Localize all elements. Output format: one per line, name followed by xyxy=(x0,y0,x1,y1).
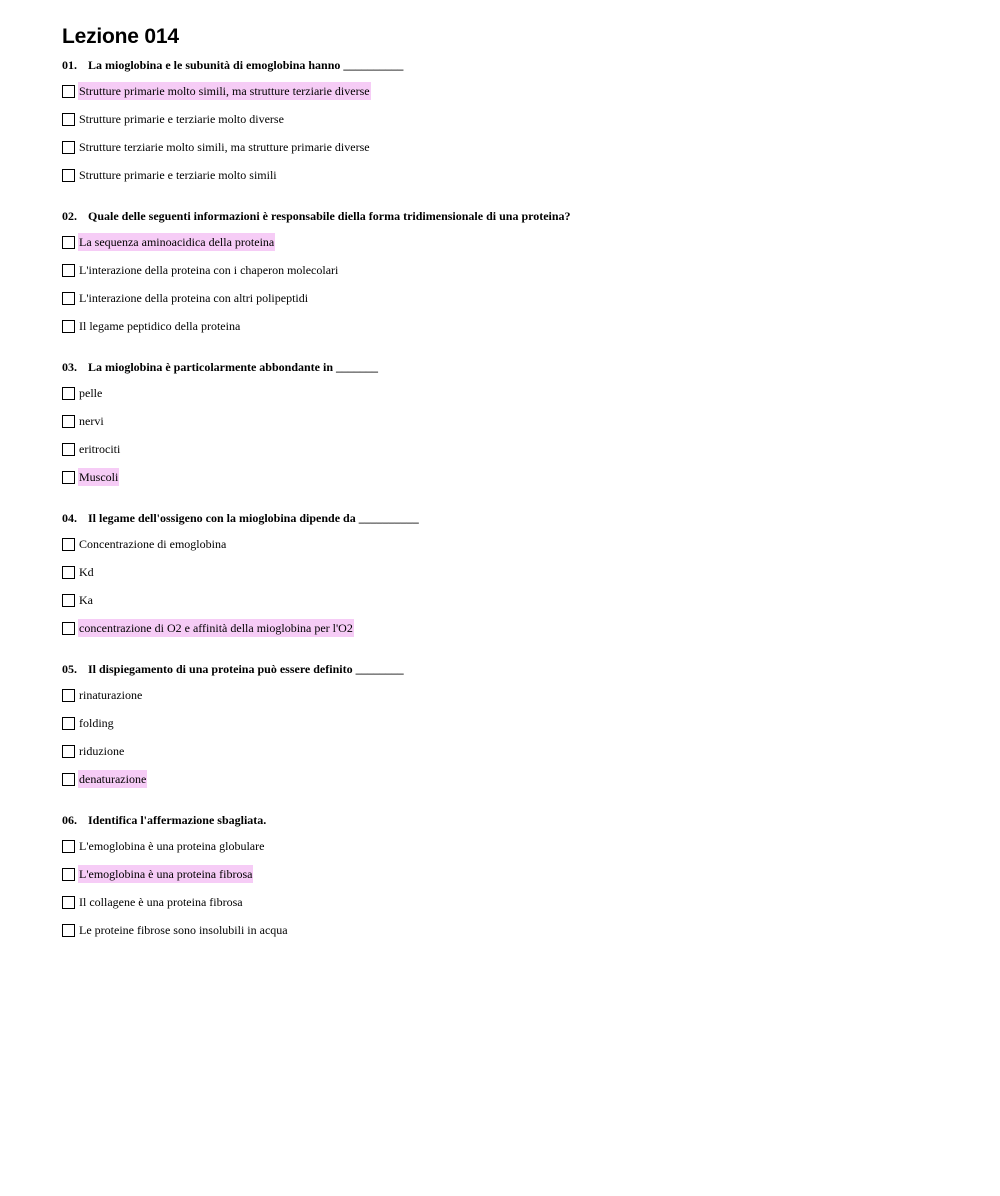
answer-option[interactable] xyxy=(62,765,962,793)
question-label: Il legame dell'ossigeno con la mioglobina dipende da __________ xyxy=(88,511,419,525)
question-label: La mioglobina e le subunità di emoglobina hanno __________ xyxy=(88,58,404,72)
checkbox-icon[interactable] xyxy=(62,320,75,333)
option-label: Strutture primarie e terziarie molto simili xyxy=(79,168,277,182)
answer-option[interactable] xyxy=(62,77,962,105)
question-number: 05. xyxy=(62,662,77,676)
checkbox-icon[interactable] xyxy=(62,415,75,428)
question-text xyxy=(62,57,962,73)
checkbox-icon[interactable] xyxy=(62,264,75,277)
checkbox-icon[interactable] xyxy=(62,169,75,182)
option-label: eritrociti xyxy=(79,442,121,456)
option-label: Strutture primarie molto simili, ma strutture terziarie diverse xyxy=(79,84,370,98)
question-label: La mioglobina è particolarmente abbondante in _______ xyxy=(88,360,379,374)
option-label: Le proteine fibrose sono insolubili in acqua xyxy=(79,923,288,937)
checkbox-icon[interactable] xyxy=(62,717,75,730)
checkbox-icon[interactable] xyxy=(62,471,75,484)
answer-option[interactable] xyxy=(62,284,962,312)
answer-option[interactable] xyxy=(62,916,962,944)
question-text xyxy=(62,510,962,526)
question-text xyxy=(62,812,962,828)
checkbox-icon[interactable] xyxy=(62,594,75,607)
answer-option[interactable] xyxy=(62,105,962,133)
option-label: Strutture primarie e terziarie molto diverse xyxy=(79,112,284,126)
checkbox-icon[interactable] xyxy=(62,745,75,758)
answer-option[interactable] xyxy=(62,161,962,189)
option-label: Concentrazione di emoglobina xyxy=(79,537,227,551)
answer-option[interactable] xyxy=(62,586,962,614)
option-label: folding xyxy=(79,716,114,730)
checkbox-icon[interactable] xyxy=(62,141,75,154)
answer-option[interactable] xyxy=(62,228,962,256)
answer-option[interactable] xyxy=(62,614,962,642)
checkbox-icon[interactable] xyxy=(62,622,75,635)
answer-option[interactable] xyxy=(62,435,962,463)
option-label: Kd xyxy=(79,565,94,579)
question-text xyxy=(62,359,962,375)
option-label: denaturazione xyxy=(79,772,147,786)
checkbox-icon[interactable] xyxy=(62,924,75,937)
checkbox-icon[interactable] xyxy=(62,773,75,786)
question-06 xyxy=(62,812,962,944)
answer-option[interactable] xyxy=(62,530,962,558)
option-label: Il collagene è una proteina fibrosa xyxy=(79,895,243,909)
option-label: Il legame peptidico della proteina xyxy=(79,319,241,333)
answer-option[interactable] xyxy=(62,888,962,916)
option-label: La sequenza aminoacidica della proteina xyxy=(79,235,275,249)
page-title: Lezione 014 xyxy=(62,25,179,48)
answer-option[interactable] xyxy=(62,312,962,340)
checkbox-icon[interactable] xyxy=(62,566,75,579)
answer-option[interactable] xyxy=(62,133,962,161)
question-label: Identifica l'affermazione sbagliata. xyxy=(88,813,267,827)
option-label: concentrazione di O2 e affinità della mioglobina per l'O2 xyxy=(79,621,353,635)
option-label: L'interazione della proteina con altri polipeptidi xyxy=(79,291,309,305)
checkbox-icon[interactable] xyxy=(62,85,75,98)
option-label: L'interazione della proteina con i chaperon molecolari xyxy=(79,263,339,277)
option-label: L'emoglobina è una proteina fibrosa xyxy=(79,867,253,881)
question-number: 02. xyxy=(62,209,77,223)
question-number: 04. xyxy=(62,511,77,525)
quiz-page xyxy=(62,22,962,963)
option-label: rinaturazione xyxy=(79,688,143,702)
question-text xyxy=(62,208,962,224)
question-04 xyxy=(62,510,962,642)
option-label: L'emoglobina è una proteina globulare xyxy=(79,839,265,853)
question-number: 06. xyxy=(62,813,77,827)
answer-option[interactable] xyxy=(62,463,962,491)
answer-option[interactable] xyxy=(62,737,962,765)
answer-option[interactable] xyxy=(62,832,962,860)
answer-option[interactable] xyxy=(62,256,962,284)
checkbox-icon[interactable] xyxy=(62,538,75,551)
question-01 xyxy=(62,57,962,189)
answer-option[interactable] xyxy=(62,558,962,586)
checkbox-icon[interactable] xyxy=(62,387,75,400)
option-label: Ka xyxy=(79,593,93,607)
answer-option[interactable] xyxy=(62,709,962,737)
checkbox-icon[interactable] xyxy=(62,443,75,456)
question-label: Quale delle seguenti informazioni è responsabile diella forma tridimensionale di una proteina? xyxy=(88,209,571,223)
checkbox-icon[interactable] xyxy=(62,896,75,909)
answer-option[interactable] xyxy=(62,681,962,709)
question-number: 03. xyxy=(62,360,77,374)
option-label: Muscoli xyxy=(79,470,119,484)
question-05 xyxy=(62,661,962,793)
checkbox-icon[interactable] xyxy=(62,840,75,853)
checkbox-icon[interactable] xyxy=(62,292,75,305)
option-label: nervi xyxy=(79,414,104,428)
question-label: Il dispiegamento di una proteina può essere definito ________ xyxy=(88,662,404,676)
option-label: pelle xyxy=(79,386,103,400)
checkbox-icon[interactable] xyxy=(62,236,75,249)
checkbox-icon[interactable] xyxy=(62,689,75,702)
answer-option[interactable] xyxy=(62,379,962,407)
question-03 xyxy=(62,359,962,491)
option-label: riduzione xyxy=(79,744,125,758)
question-number: 01. xyxy=(62,58,77,72)
checkbox-icon[interactable] xyxy=(62,868,75,881)
option-label: Strutture terziarie molto simili, ma strutture primarie diverse xyxy=(79,140,370,154)
question-text xyxy=(62,661,962,677)
question-02 xyxy=(62,208,962,340)
answer-option[interactable] xyxy=(62,407,962,435)
checkbox-icon[interactable] xyxy=(62,113,75,126)
answer-option[interactable] xyxy=(62,860,962,888)
